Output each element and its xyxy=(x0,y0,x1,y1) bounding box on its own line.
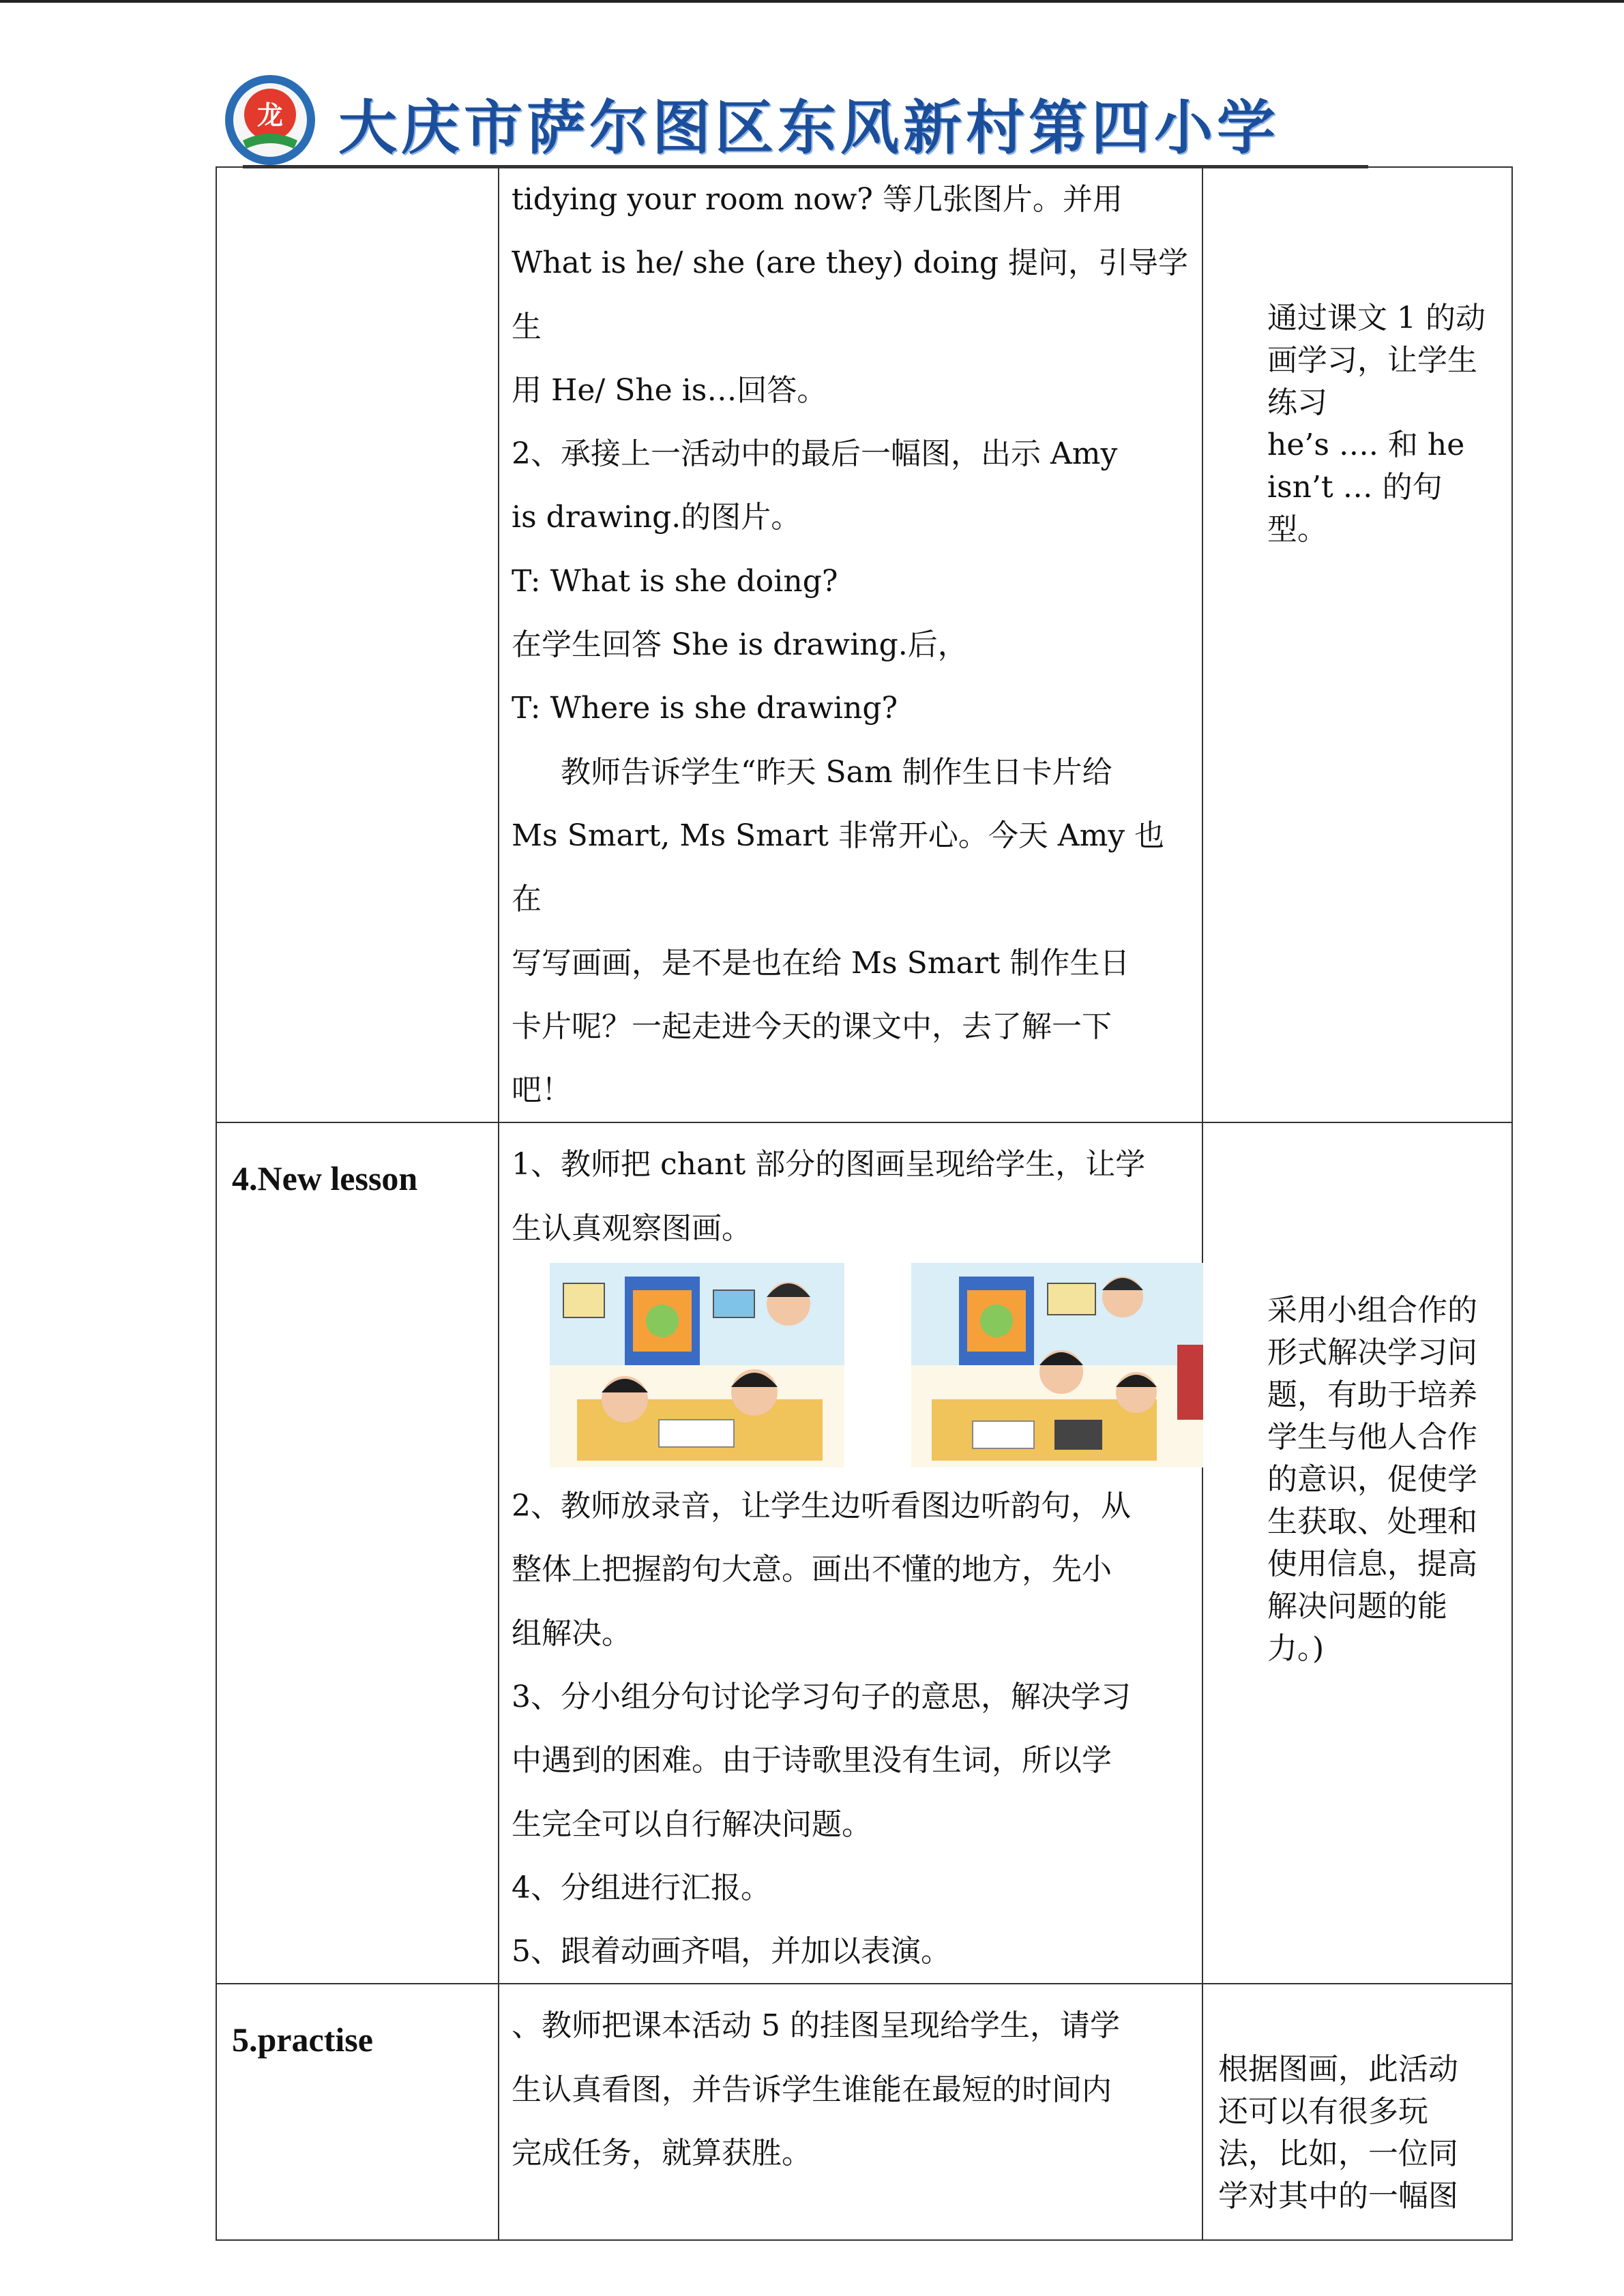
chant-pictures xyxy=(499,1263,1190,1474)
step-label: 4.New lesson xyxy=(232,1159,418,1198)
step-label-cell xyxy=(216,1122,499,1984)
procedure-line: 整体上把握韵句大意。画出不懂的地方，先小 xyxy=(512,1552,1112,1587)
note-line: 形式解决学习问 xyxy=(1267,1335,1477,1371)
note-cell xyxy=(1202,1122,1512,1984)
procedure-cell xyxy=(499,167,1202,1122)
procedure-line: 2、承接上一活动中的最后一幅图，出示 Amy xyxy=(512,436,1118,472)
page-top-border xyxy=(0,0,1624,3)
procedure-line: What is he/ she (are they) doing 提问，引导学生 xyxy=(512,245,1188,344)
logo-text: 龙 xyxy=(256,100,284,130)
note-line: 型。 xyxy=(1267,512,1327,547)
note-line: isn’t … 的句 xyxy=(1267,470,1443,505)
step-label-cell xyxy=(216,1984,499,2240)
step-label-cell xyxy=(216,167,499,1122)
procedure-line: 写写画画，是不是也在给 Ms Smart 制作生日 xyxy=(512,945,1130,981)
chant-picture-left xyxy=(550,1263,844,1467)
note-line: 还可以有很多玩 xyxy=(1218,2094,1428,2130)
procedure-line: tidying your room now? 等几张图片。并用 xyxy=(512,182,1123,217)
note-line: 通过课文 1 的动 xyxy=(1267,301,1486,336)
procedure-line: 3、分小组分句讨论学习句子的意思，解决学习 xyxy=(512,1679,1131,1714)
procedure-line: 吧！ xyxy=(512,1073,572,1108)
procedure-line: T: What is she doing? xyxy=(512,563,838,599)
procedure-line: 生认真看图，并告诉学生谁能在最短的时间内 xyxy=(512,2072,1112,2107)
procedure-line: 教师告诉学生“昨天 Sam 制作生日卡片给 xyxy=(561,754,1112,790)
note-line: 生获取、处理和 xyxy=(1267,1504,1477,1540)
note-line: 力。) xyxy=(1267,1631,1325,1667)
procedure-cell xyxy=(499,1122,1202,1984)
note-line: 使用信息，提高 xyxy=(1267,1547,1477,1582)
procedure-cell xyxy=(499,1984,1202,2240)
note-cell xyxy=(1202,1984,1512,2240)
procedure-line: 1、教师把 chant 部分的图画呈现给学生，让学 xyxy=(512,1147,1146,1182)
note-line: 采用小组合作的 xyxy=(1267,1293,1477,1328)
note-line: he’s …. 和 he xyxy=(1267,428,1465,462)
procedure-line: 、教师把课本活动 5 的挂图呈现给学生，请学 xyxy=(512,2008,1120,2044)
procedure-line: 组解决。 xyxy=(512,1615,632,1651)
note-line: 的意识，促使学 xyxy=(1267,1462,1477,1497)
procedure-line: 4、分组进行汇报。 xyxy=(512,1870,771,1905)
note-line: 画学习，让学生 xyxy=(1267,343,1477,378)
note-line: 练习 xyxy=(1267,385,1327,420)
table-row-new-lesson xyxy=(216,1122,1512,1984)
note-cell xyxy=(1202,167,1512,1122)
procedure-line: T: Where is she drawing? xyxy=(512,691,898,726)
procedure-line: 5、跟着动画齐唱，并加以表演。 xyxy=(512,1934,951,1969)
lesson-plan-table xyxy=(216,166,1513,2241)
note-line: 学对其中的一幅图 xyxy=(1218,2179,1458,2214)
note-line: 学生与他人合作 xyxy=(1267,1420,1477,1455)
note-line: 解决问题的能 xyxy=(1267,1589,1447,1624)
school-logo-icon xyxy=(222,72,318,168)
procedure-line: 用 He/ She is…回答。 xyxy=(512,372,827,408)
procedure-line: 中遇到的困难。由于诗歌里没有生词，所以学 xyxy=(512,1743,1112,1778)
step-label: 5.practise xyxy=(232,2021,373,2059)
procedure-line: 生完全可以自行解决问题。 xyxy=(512,1806,872,1842)
table-row-practise xyxy=(216,1984,1512,2240)
procedure-line: 在学生回答 She is drawing.后， xyxy=(512,627,968,663)
school-name: 大庆市萨尔图区东风新村第四小学 xyxy=(338,94,1280,162)
school-header xyxy=(222,65,1389,168)
procedure-line: 完成任务，就算获胜。 xyxy=(512,2136,812,2171)
note-line: 题，有助于培养 xyxy=(1267,1377,1477,1413)
chant-picture-right xyxy=(911,1263,1203,1467)
procedure-line: is drawing.的图片。 xyxy=(512,500,801,535)
note-line: 根据图画，此活动 xyxy=(1218,2052,1458,2087)
procedure-line: 卡片呢？一起走进今天的课文中，去了解一下 xyxy=(512,1009,1112,1044)
table-row-warmup xyxy=(216,167,1512,1122)
procedure-line: 生认真观察图画。 xyxy=(512,1210,752,1246)
note-line: 法，比如，一位同 xyxy=(1218,2136,1458,2172)
procedure-line: Ms Smart, Ms Smart 非常开心。今天 Amy 也在 xyxy=(512,818,1165,917)
procedure-line: 2、教师放录音，让学生边听看图边听韵句，从 xyxy=(512,1489,1131,1524)
